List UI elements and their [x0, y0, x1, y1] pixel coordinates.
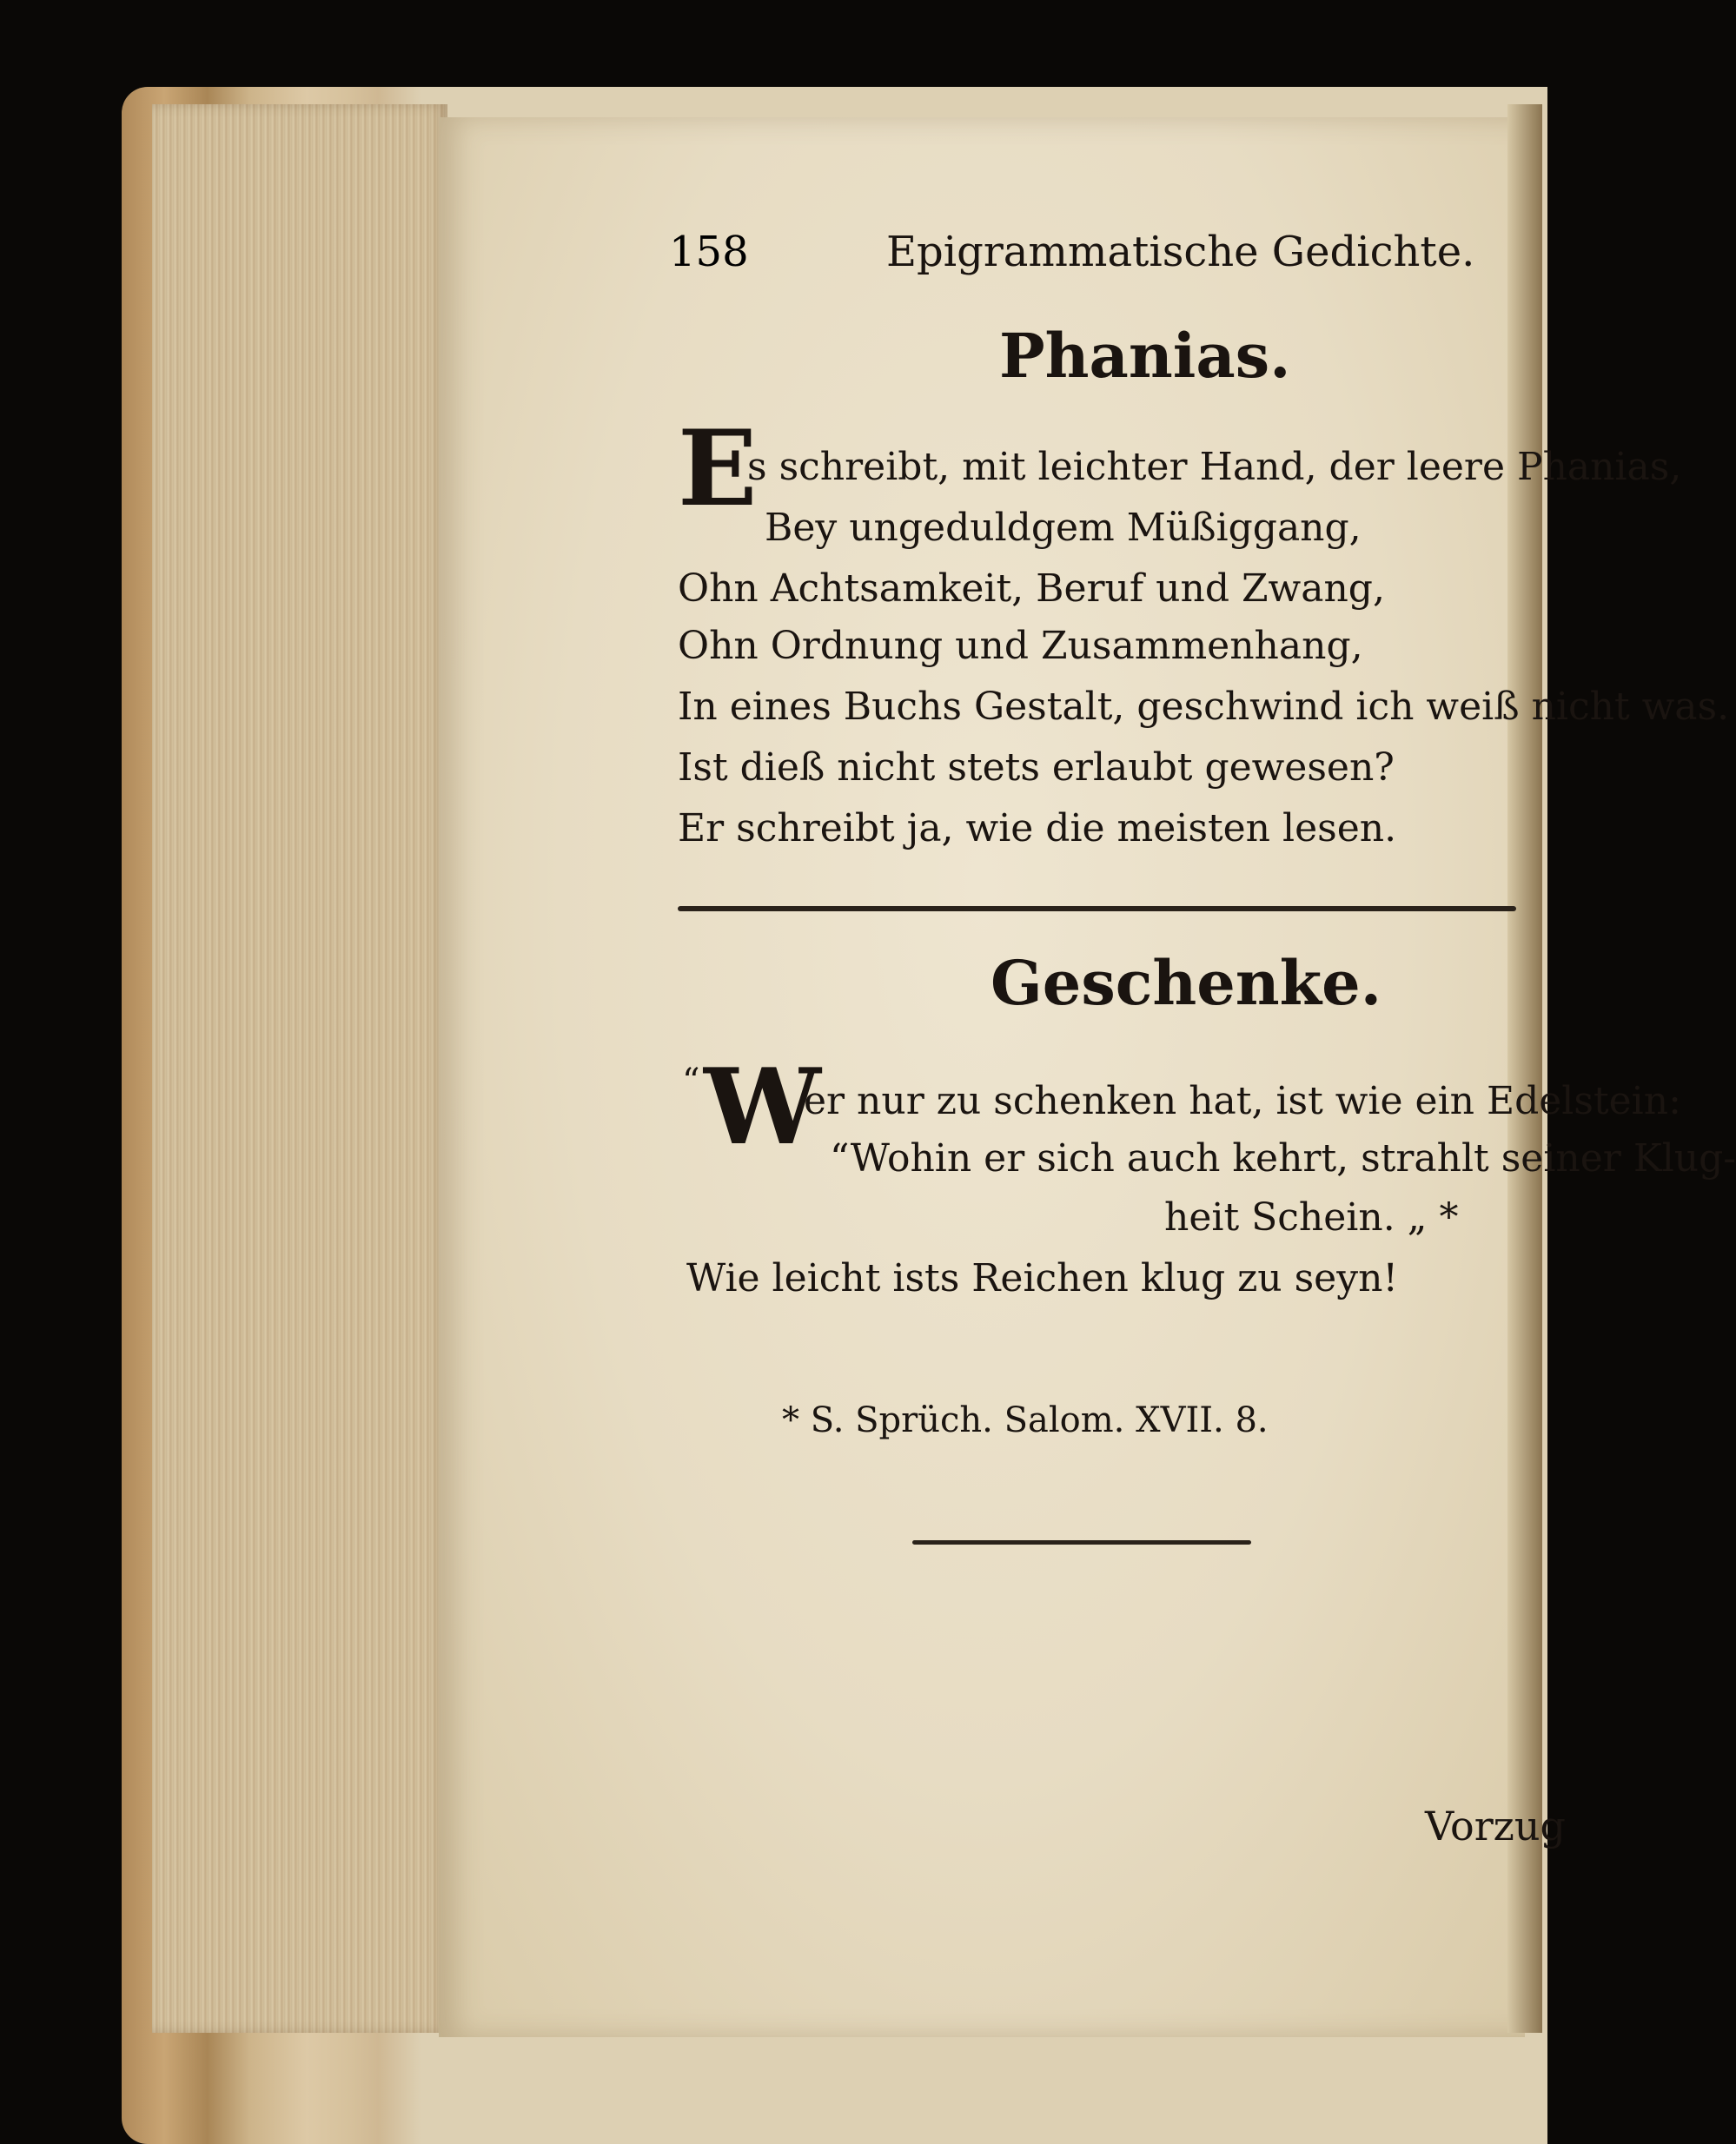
poem1-line: Ist dieß nicht stets erlaubt gewesen? [678, 745, 1395, 790]
poem1-line: s schreibt, mit leichter Hand, der leere Phanias, [747, 445, 1682, 489]
page-number: 158 [669, 228, 749, 276]
poem1-line: Ohn Achtsamkeit, Beruf und Zwang, [678, 566, 1385, 611]
poem2-quote-mark: “ [682, 1062, 700, 1102]
poem1-line: Bey ungeduldgem Müßiggang, [765, 506, 1362, 550]
poem2-line: “Wohin er sich auch kehrt, strahlt seiner Klug- [830, 1136, 1736, 1181]
end-ornament-rule [912, 1540, 1251, 1545]
poem1-dropcap: E [678, 407, 758, 530]
catchword: Vorzug [1425, 1803, 1566, 1850]
footnote: * S. Sprüch. Salom. XVII. 8. [782, 1400, 1269, 1440]
poem1-line: Er schreibt ja, wie die meisten lesen. [678, 806, 1397, 850]
poem2-dropcap: W [704, 1046, 821, 1168]
poem1-line: In eines Buchs Gestalt, geschwind ich weiß nicht was. [678, 685, 1730, 729]
poem2-line: er nur zu schenken hat, ist wie ein Edelstein: [804, 1079, 1681, 1123]
poem2-line: heit Schein. „ * [1164, 1195, 1459, 1240]
poem2-line: Wie leicht ists Reichen klug zu seyn! [686, 1256, 1399, 1300]
poem1-line: Ohn Ordnung und Zusammenhang, [678, 624, 1363, 668]
poem1-title: Phanias. [999, 320, 1291, 392]
page-edges [152, 104, 447, 2033]
running-title: Epigrammatische Gedichte. [886, 228, 1475, 276]
section-divider [678, 906, 1516, 911]
poem2-title: Geschenke. [991, 947, 1382, 1019]
page [439, 117, 1525, 2037]
page-gutter-shadow [1507, 104, 1542, 2033]
